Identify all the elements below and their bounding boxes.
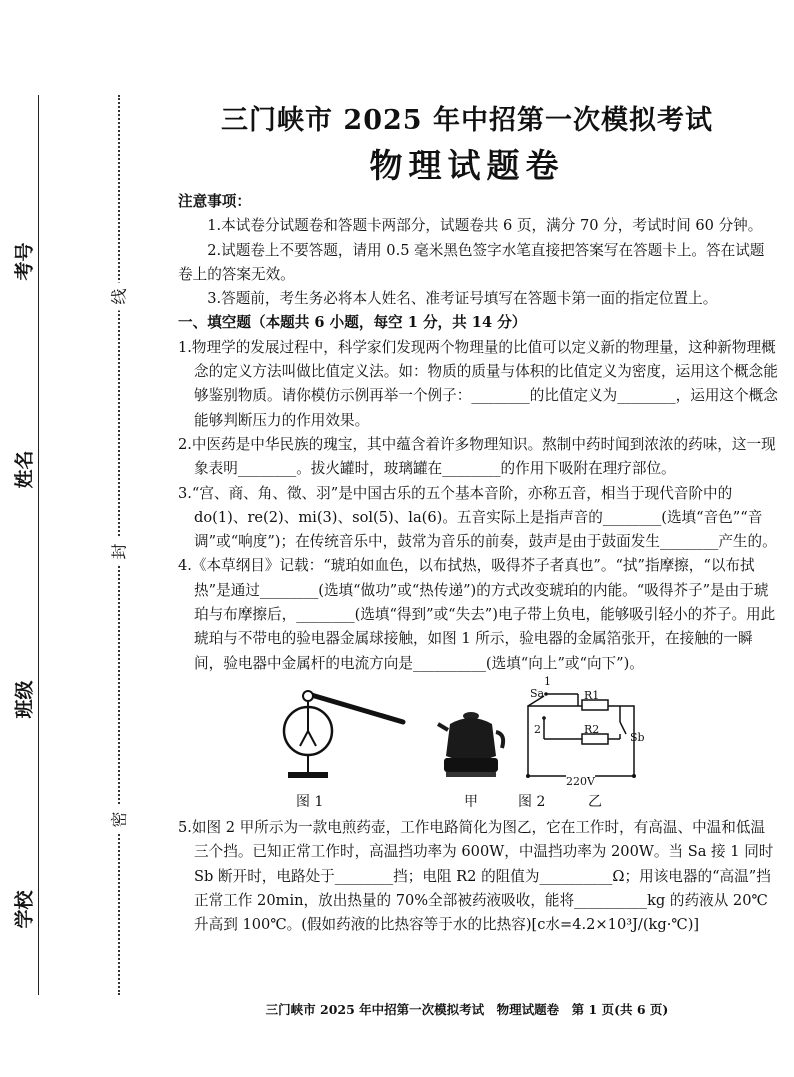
fig2-caption: 图 2 xyxy=(518,793,546,810)
notice-item-3: 3.答题前，考生务必将本人姓名、准考证号填写在答题卡第一面的指定位置上。 xyxy=(207,290,718,308)
fig2a-label: 甲 xyxy=(464,793,478,810)
notice-item-1: 1.本试卷分试题卷和答题卡两部分，试题卷共 6 页，满分 70 分，考试时间 60 分钟。 xyxy=(207,217,763,235)
question-2: 2.中医药是中华民族的瑰宝，其中蕴含着许多物理知识。熬制中药时闻到浓浓的药味，这一现象表明________。拔火罐时，玻璃罐在________的作用下吸附在理疗部位。 xyxy=(178,435,776,478)
circuit-label-r1: R1 xyxy=(584,688,600,702)
label-name: 姓名 xyxy=(13,450,36,489)
electroscope-figure xyxy=(278,686,408,786)
question-1: 1.物理学的发展过程中，科学家们发现两个物理量的比值可以定义新的物理量，这种新物理概念的定义方法叫做比值定义法。如：物质的质量与体积的比值定义为密度，运用这个概念能够鉴别物质。请你模仿示例再举一个例子：________的比值定义为________，运用这个概念能够判断压力的作用效果。 xyxy=(178,338,778,429)
seal-mark-line: 线 xyxy=(107,283,130,311)
seal-mark-secret: 密 xyxy=(107,806,130,834)
page-footer: 三门峡市 2025 年中招第一次模拟考试 物理试题卷 第 1 页(共 6 页) xyxy=(265,1002,669,1017)
question-4: 4.《本草纲目》记载：“琥珀如血色，以布拭热，吸得芥子者真也”。“拭”指摩擦，“以布拭热”是通过________(选填“做功”或“热传递”)的方式改变琥珀的内能。“吸得芥子”是由于琥珀与布摩擦后，________(选填“得到”或“失去”)电子带上负电，能够吸引轻小的芥子。用此琥珀与不带电的验电器金属球接触，如图 1 所示，验电器的金属箔张开，在接触的一瞬间，验电器中金属杆的电流方向是__________(选填“向上”或“向下”)。 xyxy=(178,557,776,672)
circuit-label-sa: Sa xyxy=(530,686,545,700)
fig1-caption: 图 1 xyxy=(296,793,324,810)
exam-content xyxy=(178,190,778,937)
fig2b-label: 乙 xyxy=(588,793,602,810)
label-class: 班级 xyxy=(13,680,36,719)
circuit-label-contact1: 1 xyxy=(544,674,551,688)
question-3: 3.“宫、商、角、徵、羽”是中国古乐的五个基本音阶，亦称五音，相当于现代音阶中的 do(1)、re(2)、mi(3)、sol(5)、la(6)。五音实际上是指声音的________(选填“音色”“音调”或“响度”)；在传统音乐中，鼓常为音乐的前奏，鼓声是由于鼓面发生________产生的。 xyxy=(178,484,777,551)
label-exam-number: 考号 xyxy=(13,242,36,281)
question-5: 5.如图 2 甲所示为一款电煎药壶，工作电路简化为图乙，它在工作时，有高温、中温和低温三个挡。已知正常工作时，高温挡功率为 600W，中温挡功率为 200W。当 Sa 接 1 同时 Sb 断开时，电路处于________挡；电阻 R2 的阻值为__________Ω；用该电器的“高温”挡正常工作 20min，放出热量的 70%全部被药液吸收，能将__________kg 的药液从 20℃升高到 100℃。(假如药液的比热容等于水的比热容)[c水=4.2×10³J/(kg·℃)] xyxy=(178,818,774,934)
circuit-label-sb: Sb xyxy=(630,730,645,744)
circuit-label-contact2: 2 xyxy=(534,722,541,736)
figures-row xyxy=(178,674,778,812)
label-school: 学校 xyxy=(13,890,36,929)
circuit-label-r2: R2 xyxy=(584,722,600,736)
notice-heading: 注意事项： xyxy=(178,193,251,210)
circuit-label-220v: 220V xyxy=(566,770,595,794)
section-heading: 一、填空题（本题共 6 小题，每空 1 分，共 14 分） xyxy=(178,314,527,332)
medicine-pot-figure xyxy=(436,704,506,784)
exam-title: 三门峡市 2025 年中招第一次模拟考试 xyxy=(221,105,713,136)
notice-item-2: 2.试题卷上不要答题，请用 0.5 毫米黑色签字水笔直接把答案写在答题卡上。答在试题卷上的答案无效。 xyxy=(178,241,765,283)
exam-subtitle: 物理试题卷 xyxy=(369,146,565,185)
binding-line xyxy=(38,95,39,995)
switch-sb-blade xyxy=(620,722,626,734)
seal-mark-seal: 封 xyxy=(107,538,130,566)
